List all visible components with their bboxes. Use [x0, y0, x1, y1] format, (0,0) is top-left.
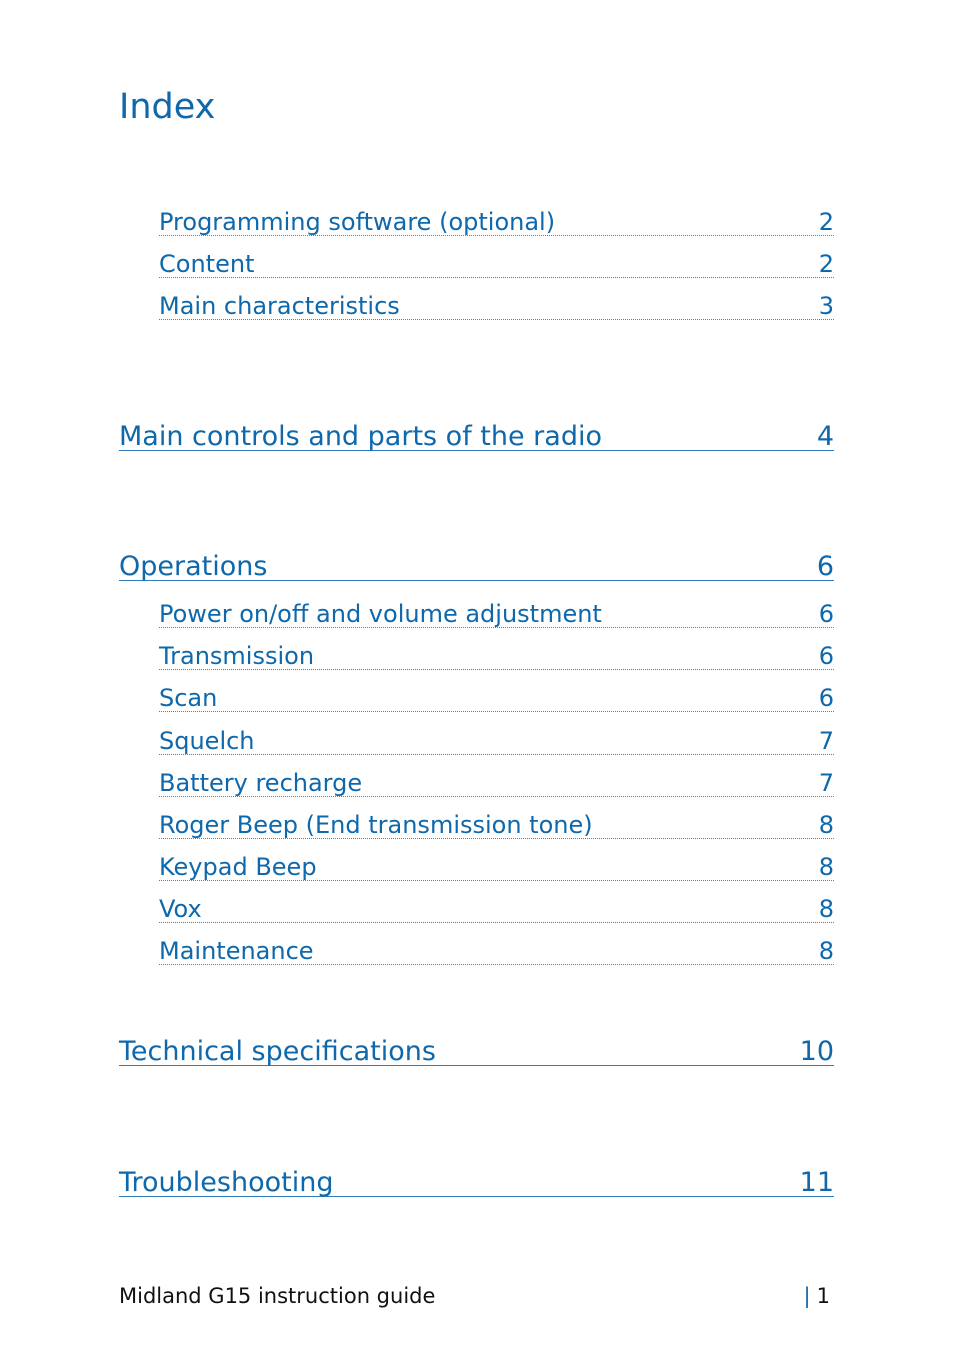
toc-entry-maintenance[interactable] — [159, 935, 834, 965]
toc-entry-page: 7 — [818, 769, 834, 797]
footer-doc-title: Midland G15 instruction guide — [119, 1284, 436, 1308]
toc-section-page: 4 — [816, 421, 834, 452]
toc-entry-label: Power on/off and volume adjustment — [159, 600, 602, 628]
toc-entry-scan[interactable] — [159, 682, 834, 712]
toc-entry-transmission[interactable] — [159, 640, 834, 670]
toc-entry-label: Scan — [159, 684, 218, 712]
toc-entry-vox[interactable] — [159, 893, 834, 923]
toc-entry-page: 2 — [818, 208, 834, 236]
toc-entry-label: Keypad Beep — [159, 853, 317, 881]
toc-entry-page: 2 — [818, 250, 834, 278]
toc-section-troubleshooting[interactable] — [119, 1163, 834, 1197]
toc-entry-page: 8 — [818, 811, 834, 839]
toc-entry-main-characteristics[interactable] — [159, 290, 834, 320]
toc-section-label: Operations — [119, 551, 268, 582]
page-footer — [119, 1284, 830, 1308]
toc-section-page: 11 — [799, 1167, 834, 1198]
toc-section-label: Troubleshooting — [119, 1167, 334, 1198]
toc-entry-page: 6 — [818, 600, 834, 628]
toc-section-operations[interactable] — [119, 547, 834, 581]
toc-entry-page: 8 — [818, 853, 834, 881]
toc-entry-label: Main characteristics — [159, 292, 400, 320]
footer-separator: | — [803, 1284, 811, 1308]
toc-entry-label: Programming software (optional) — [159, 208, 556, 236]
toc-entry-programming-software[interactable] — [159, 206, 834, 236]
toc-section-page: 6 — [816, 551, 834, 582]
toc-section-label: Main controls and parts of the radio — [119, 421, 602, 452]
footer-page-indicator — [804, 1284, 830, 1308]
toc-entry-label: Content — [159, 250, 255, 278]
toc-entry-page: 8 — [818, 937, 834, 965]
toc-section-page: 10 — [799, 1036, 834, 1067]
toc-entry-label: Vox — [159, 895, 202, 923]
toc-entry-label: Transmission — [159, 642, 315, 670]
toc-entry-roger-beep[interactable] — [159, 809, 834, 839]
toc-entry-label: Battery recharge — [159, 769, 363, 797]
toc-entry-page: 8 — [818, 895, 834, 923]
footer-page-number: 1 — [816, 1284, 830, 1308]
toc-entry-squelch[interactable] — [159, 725, 834, 755]
page-title: Index — [119, 87, 216, 127]
toc-entry-label: Squelch — [159, 727, 255, 755]
toc-section-main-controls[interactable] — [119, 417, 834, 451]
toc-entry-page: 3 — [818, 292, 834, 320]
toc-entry-page: 6 — [818, 642, 834, 670]
toc-entry-battery-recharge[interactable] — [159, 767, 834, 797]
toc-entry-page: 7 — [818, 727, 834, 755]
toc-entry-label: Roger Beep (End transmission tone) — [159, 811, 593, 839]
toc-entry-keypad-beep[interactable] — [159, 851, 834, 881]
toc-entry-label: Maintenance — [159, 937, 314, 965]
toc-entry-page: 6 — [818, 684, 834, 712]
toc-section-label: Technical specifications — [119, 1036, 436, 1067]
toc-entry-content[interactable] — [159, 248, 834, 278]
toc-section-technical-specifications[interactable] — [119, 1032, 834, 1066]
toc-entry-power-volume[interactable] — [159, 598, 834, 628]
